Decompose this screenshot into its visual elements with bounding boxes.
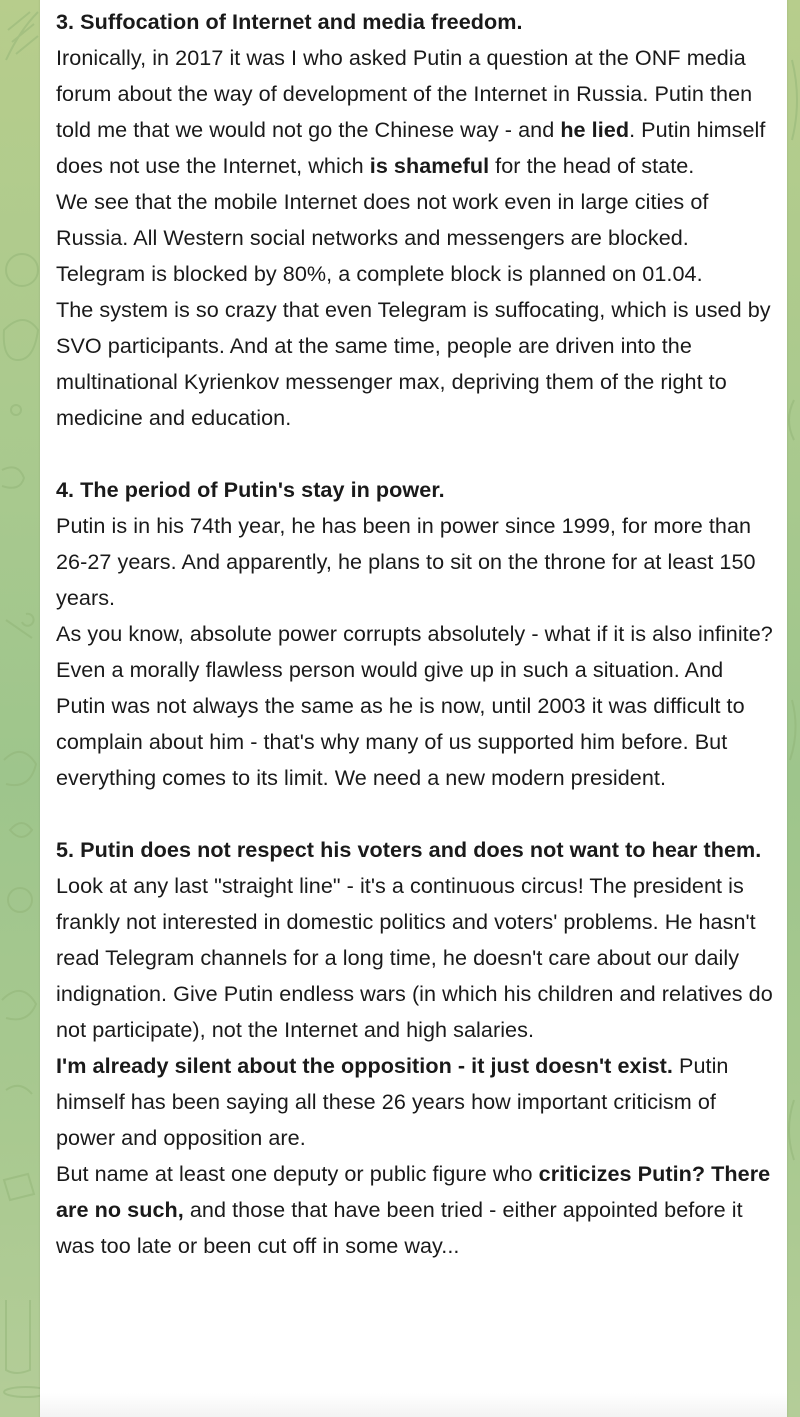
message-paragraph: The system is so crazy that even Telegram is suffocating, which is used by SVO participants. And at the same time, people are driven into the multinational Kyrienkov messenger max, depriving them of the right to medicine and education.: [56, 297, 771, 430]
message-paragraph: Look at any last "straight line" - it's a continuous circus! The president is frankly not interested in domestic politics and voters' problems. He hasn't read Telegram channels for a long time, he doesn't care about our daily indignation. Give Putin endless wars (in which his children and relatives do not participate), not the Internet and high salaries.: [56, 873, 773, 1042]
section-heading: 3. Suffocation of Internet and media freedom.: [56, 9, 523, 34]
message-paragraph: We see that the mobile Internet does not work even in large cities of Russia. All Western social networks and messengers are blocked. Telegram is blocked by 80%, a complete block is planned on 01.04.: [56, 189, 709, 286]
paragraph-spacer: [56, 796, 776, 832]
section-heading: 5. Putin does not respect his voters and does not want to hear them.: [56, 837, 762, 862]
section-heading: 4. The period of Putin's stay in power.: [56, 477, 445, 502]
message-paragraph: I'm already silent about the opposition - it just doesn't exist. Putin himself has been saying all these 26 years how important criticism of power and opposition are.: [56, 1053, 729, 1150]
message-bubble[interactable]: [40, 0, 787, 1417]
message-paragraph: Ironically, in 2017 it was I who asked Putin a question at the ONF media forum about the way of development of the Internet in Russia. Putin then told me that we would not go the Chinese way - and he lied. Putin himself does not use the Internet, which is shameful for the head of state.: [56, 45, 766, 178]
message-paragraph: As you know, absolute power corrupts absolutely - what if it is also infinite? Even a morally flawless person would give up in such a situation. And Putin was not always the same as he is now, until 2003 it was difficult to complain about him - that's why many of us supported him before. But everything comes to its limit. We need a new modern president.: [56, 621, 773, 790]
paragraph-spacer: [56, 436, 776, 472]
message-paragraph: Putin is in his 74th year, he has been in power since 1999, for more than 26-27 years. And apparently, he plans to sit on the throne for at least 150 years.: [56, 513, 756, 610]
message-text: [56, 4, 776, 1264]
message-paragraph: But name at least one deputy or public figure who criticizes Putin? There are no such, and those that have been tried - either appointed before it was too late or been cut off in some way...: [56, 1161, 771, 1258]
